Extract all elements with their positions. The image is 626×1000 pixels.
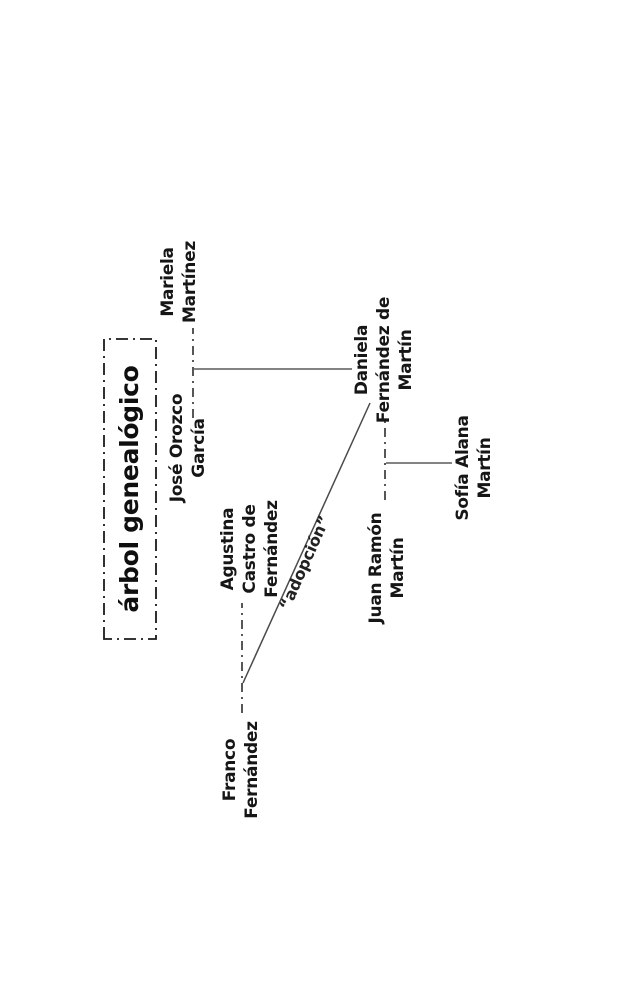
person-name-line: Fernández — [242, 721, 262, 819]
person-mariela-martinez — [157, 182, 201, 382]
person-name-line: Agustina — [218, 507, 238, 591]
person-name-line: Martín — [475, 437, 495, 499]
person-name-line: Fernández de — [374, 296, 394, 424]
person-name-line: José Orozco — [167, 393, 187, 503]
diagram-title: árbol genealógico — [115, 365, 144, 613]
person-franco-fernandez — [219, 670, 263, 870]
person-name-line: Mariela — [158, 247, 178, 317]
person-name-line: Juan Ramón — [366, 512, 386, 624]
person-name-line: Castro de — [240, 504, 260, 594]
person-name-line: García — [189, 418, 209, 478]
person-name-line: Martín — [396, 329, 416, 391]
person-name-line: Fernández — [262, 500, 282, 598]
person-name-line: Daniela — [352, 324, 372, 396]
person-name-line: Martínez — [180, 241, 200, 323]
person-daniela-fernandez-de-martin — [351, 260, 417, 460]
person-name-line: Martín — [388, 537, 408, 599]
person-sofia-alana-martin — [452, 368, 496, 568]
adoption-label: “adopción” — [275, 512, 334, 613]
person-juan-ramon-martin — [365, 468, 409, 668]
person-name-line: Sofía Alana — [453, 415, 473, 521]
person-name-line: Franco — [220, 738, 240, 802]
